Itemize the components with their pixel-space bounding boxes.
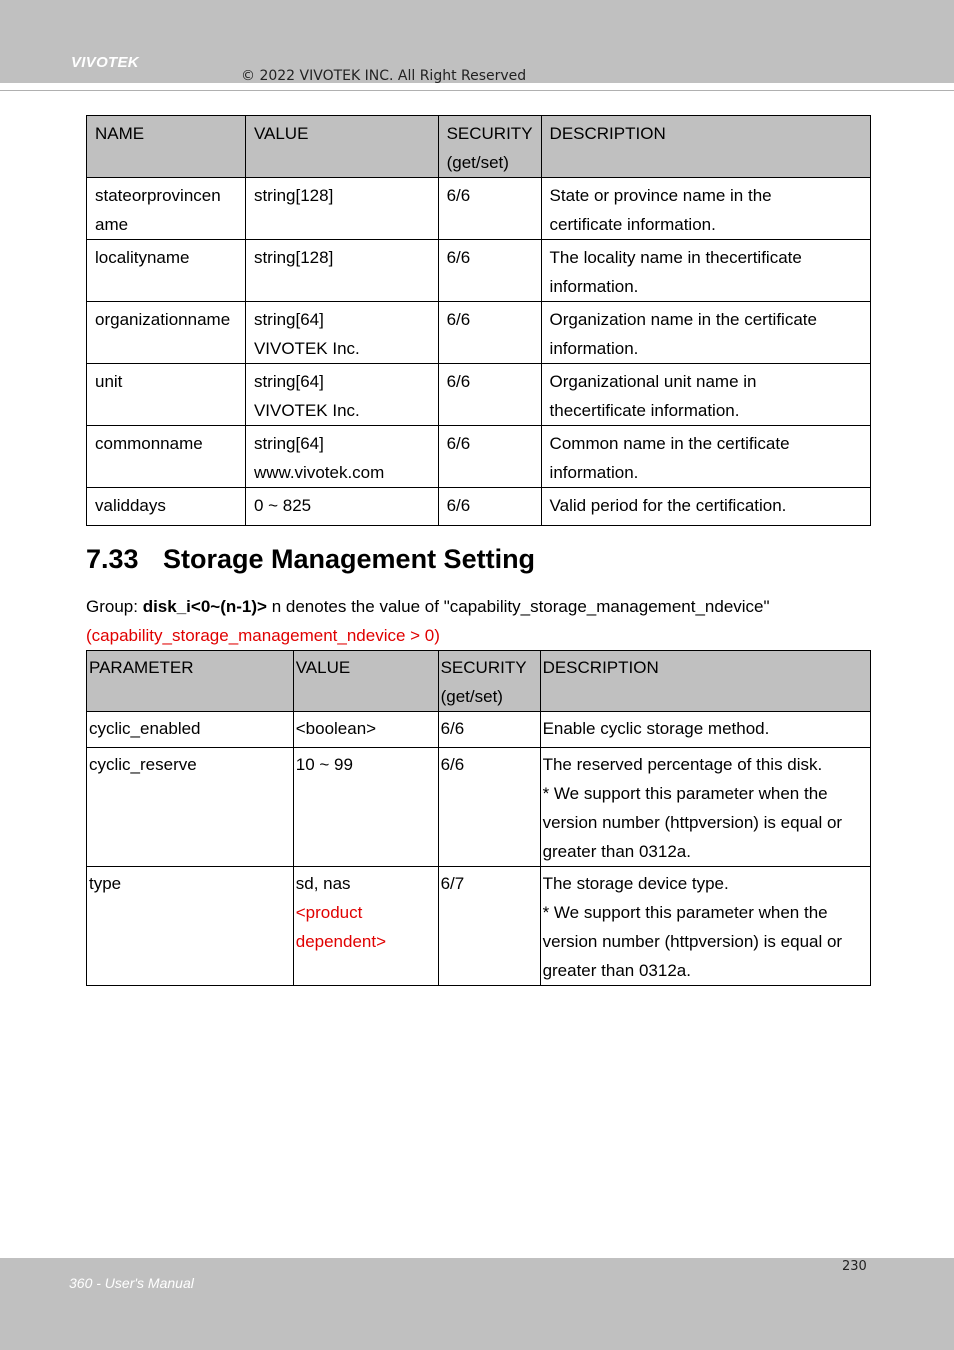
page-footer bbox=[0, 1258, 954, 1350]
column-header-parameter: PARAMETER bbox=[87, 651, 294, 712]
description-text: version number (httpversion) is equal or bbox=[542, 813, 843, 832]
description-cell: Enable cyclic storage method. bbox=[540, 712, 870, 748]
group-description bbox=[86, 592, 770, 621]
description-text: information. bbox=[549, 463, 639, 482]
description-text: greater than 0312a. bbox=[542, 842, 691, 861]
description-text: thecertificate information. bbox=[549, 401, 740, 420]
column-header-value: VALUE bbox=[293, 651, 438, 712]
value-text: www.vivotek.com bbox=[253, 463, 385, 482]
name-cell: validdays bbox=[87, 488, 246, 526]
value-text: VIVOTEK Inc. bbox=[253, 401, 360, 420]
table-row bbox=[87, 748, 871, 867]
column-header-description: DESCRIPTION bbox=[541, 116, 870, 178]
security-cell: 6/7 bbox=[438, 867, 540, 986]
value-text: string[64] bbox=[253, 434, 324, 453]
description-cell bbox=[540, 867, 870, 986]
column-header-name: NAME bbox=[87, 116, 246, 178]
description-text: information. bbox=[549, 339, 639, 358]
security-cell: 6/6 bbox=[438, 712, 540, 748]
table-row bbox=[87, 867, 871, 986]
certificate-table bbox=[86, 115, 871, 526]
security-sub-label: (get/set) bbox=[440, 687, 503, 706]
copyright-text: © 2022 VIVOTEK INC. All Right Reserved bbox=[241, 68, 527, 84]
column-header-security bbox=[438, 651, 540, 712]
group-label: Group: bbox=[86, 597, 143, 616]
value-text: VIVOTEK Inc. bbox=[253, 339, 360, 358]
header-divider bbox=[0, 90, 954, 91]
table-row bbox=[87, 302, 871, 364]
table-row bbox=[87, 240, 871, 302]
parameter-cell: cyclic_enabled bbox=[87, 712, 294, 748]
description-text: version number (httpversion) is equal or bbox=[542, 932, 843, 951]
parameter-cell: cyclic_reserve bbox=[87, 748, 294, 867]
description-text: Organizational unit name in bbox=[549, 372, 757, 391]
value-cell bbox=[293, 867, 438, 986]
name-cell: localityname bbox=[87, 240, 246, 302]
value-cell bbox=[245, 364, 438, 426]
parameter-cell: type bbox=[87, 867, 294, 986]
value-cell bbox=[245, 426, 438, 488]
security-label: SECURITY bbox=[440, 658, 527, 677]
description-text: The reserved percentage of this disk. bbox=[542, 755, 823, 774]
value-cell: <boolean> bbox=[293, 712, 438, 748]
storage-table bbox=[86, 650, 871, 986]
group-condition: (capability_storage_management_ndevice > 0) bbox=[86, 626, 440, 645]
table-row bbox=[87, 364, 871, 426]
value-cell: 10 ~ 99 bbox=[293, 748, 438, 867]
description-text: information. bbox=[549, 277, 639, 296]
table-row bbox=[87, 178, 871, 240]
table-header-row bbox=[87, 116, 871, 178]
name-cell bbox=[87, 178, 246, 240]
security-cell: 6/6 bbox=[438, 178, 541, 240]
column-header-value: VALUE bbox=[245, 116, 438, 178]
description-text: State or province name in the bbox=[549, 186, 772, 205]
value-cell: string[128] bbox=[245, 240, 438, 302]
value-cell bbox=[245, 302, 438, 364]
name-cell: organizationname bbox=[87, 302, 246, 364]
page-number: 230 bbox=[842, 1259, 867, 1274]
brand-logo: VIVOTEK bbox=[71, 54, 139, 71]
security-sub-label: (get/set) bbox=[446, 153, 509, 172]
name-cell: commonname bbox=[87, 426, 246, 488]
value-text-highlight: dependent> bbox=[295, 932, 387, 951]
column-header-security bbox=[438, 116, 541, 178]
description-cell bbox=[541, 240, 870, 302]
section-heading bbox=[86, 544, 535, 575]
description-cell bbox=[541, 302, 870, 364]
column-header-description: DESCRIPTION bbox=[540, 651, 870, 712]
description-cell bbox=[541, 364, 870, 426]
description-text: Common name in the certificate bbox=[549, 434, 790, 453]
description-text: The storage device type. bbox=[542, 874, 729, 893]
description-cell: Valid period for the certification. bbox=[541, 488, 870, 526]
description-cell bbox=[541, 178, 870, 240]
security-label: SECURITY bbox=[446, 124, 533, 143]
group-desc: n denotes the value of "capability_storage_management_ndevice" bbox=[266, 597, 770, 616]
table-row bbox=[87, 426, 871, 488]
security-cell: 6/6 bbox=[438, 426, 541, 488]
name-text: ame bbox=[95, 215, 129, 234]
value-cell: 0 ~ 825 bbox=[245, 488, 438, 526]
section-number: 7.33 bbox=[86, 544, 139, 574]
description-cell bbox=[541, 426, 870, 488]
value-text: sd, nas bbox=[295, 874, 351, 893]
manual-title: 360 - User's Manual bbox=[69, 1275, 194, 1291]
description-cell bbox=[540, 748, 870, 867]
description-text: The locality name in thecertificate bbox=[549, 248, 802, 267]
name-text: stateorprovincen bbox=[95, 186, 221, 205]
value-text: string[64] bbox=[253, 310, 324, 329]
table-row bbox=[87, 712, 871, 748]
description-text: * We support this parameter when the bbox=[542, 784, 828, 803]
description-text: * We support this parameter when the bbox=[542, 903, 828, 922]
description-text: certificate information. bbox=[549, 215, 716, 234]
security-cell: 6/6 bbox=[438, 748, 540, 867]
value-text: string[64] bbox=[253, 372, 324, 391]
section-title-text: Storage Management Setting bbox=[163, 544, 536, 574]
value-text-highlight: <product bbox=[295, 903, 363, 922]
group-name: disk_i<0~(n-1)> bbox=[142, 597, 267, 616]
security-cell: 6/6 bbox=[438, 364, 541, 426]
security-cell: 6/6 bbox=[438, 240, 541, 302]
description-text: greater than 0312a. bbox=[542, 961, 691, 980]
description-text: Organization name in the certificate bbox=[549, 310, 817, 329]
value-cell: string[128] bbox=[245, 178, 438, 240]
name-cell: unit bbox=[87, 364, 246, 426]
table-header-row bbox=[87, 651, 871, 712]
security-cell: 6/6 bbox=[438, 302, 541, 364]
table-row bbox=[87, 488, 871, 526]
security-cell: 6/6 bbox=[438, 488, 541, 526]
